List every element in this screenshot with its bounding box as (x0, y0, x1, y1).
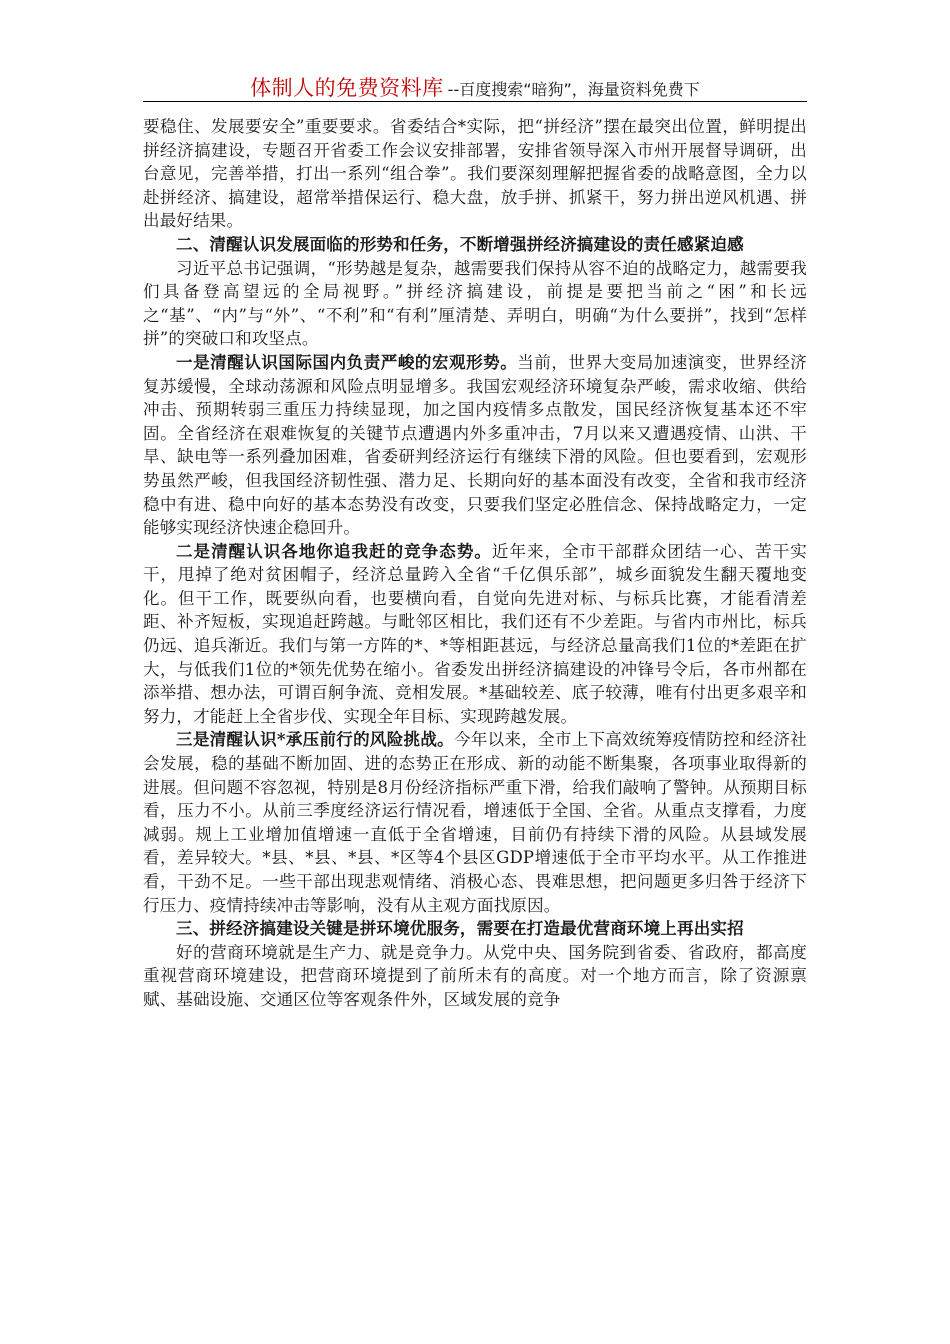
paragraph (143, 540, 807, 729)
section-heading: 二、清醒认识发展面临的形势和任务，不断增强拼经济搞建设的责任感紧迫感 (176, 234, 744, 254)
paragraph: 习近平总书记强调，“形势越是复杂，越需要我们保持从容不迫的战略定力，越需要我们具备登高望远的全局视野。”拼经济搞建设，前提是要把当前之“困”和长远之“基”、“内”与“外”、“不利”和“有利”厘清楚、弄明白，明确“为什么要拼”，找到“怎样拼”的突破口和攻坚点。 (143, 258, 807, 349)
document-body (143, 115, 807, 1012)
page-header (143, 72, 807, 102)
section-heading: 三、拼经济搞建设关键是拼环境优服务，需要在打造最优营商环境上再出实招 (176, 919, 744, 939)
paragraph-body: 当前，世界大变局加速演变，世界经济复苏缓慢，全球动荡源和风险点明显增多。我国宏观经济环境复杂严峻，需求收缩、供给冲击、预期转弱三重压力持续显现，加之国内疫情多点散发，国民经济恢复基本还不牢固。全省经济在艰难恢复的关键节点遭遇内外多重冲击，7月以来又遭遇疫情、山洪、干旱、缺电等一系列叠加困难，省委研判经济运行有继续下滑的风险。但也要看到，宏观形势虽然严峻，但我国经济韧性强、潜力足、长期向好的基本面没有改变，全省和我市经济稳中有进、稳中向好的基本态势没有改变，只要我们坚定必胜信念、保持战略定力，一定能够实现经济快速企稳回升。 (143, 352, 808, 538)
paragraph (143, 728, 807, 917)
paragraph-body: 今年以来，全市上下高效统筹疫情防控和经济社会发展，稳的基础不断加固、进的态势正在形成、新的动能不断集聚，各项事业取得新的进展。但问题不容忽视，特别是8月份经济指标严重下滑，给我们敲响了警钟。从预期目标看，压力不小。从前三季度经济运行情况看，增速低于全国、全省。从重点支撑看，力度减弱。规上工业增加值增速一直低于全省增速，目前仍有持续下滑的风险。从县域发展看，差异较大。*县、*县、*县、*区等4个县区GDP增速低于全市平均水平。从工作推进看，干劲不足。一些干部出现悲观情绪、消极心态、畏难思想，把问题更多归咎于经济下行压力、疫情持续冲击等影响，没有从主观方面找原因。 (143, 730, 808, 915)
paragraph (143, 351, 807, 540)
paragraph: 好的营商环境就是生产力、就是竞争力。从党中央、国务院到省委、省政府，都高度重视营商环境建设，把营商环境提到了前所未有的高度。对一个地方而言，除了资源禀赋、基础设施、交通区位等客观条件外，区域发展的竞争 (143, 942, 807, 1009)
header-subtitle: --百度搜索“暗狗”，海量资料免费下 (447, 80, 700, 99)
header-brand: 体制人的免费资料库 (250, 76, 444, 100)
paragraph-lead: 三是清醒认识*承压前行的风险挑战。 (176, 730, 454, 750)
paragraph-lead: 二是清醒认识各地你追我赶的竞争态势。 (176, 541, 492, 561)
paragraph-lead: 一是清醒认识国际国内负责严峻的宏观形势。 (176, 352, 518, 372)
header-divider (143, 101, 807, 102)
paragraph-body: 近年来，全市干部群众团结一心、苦干实干，甩掉了绝对贫困帽子，经济总量跨入全省“千亿俱乐部”，城乡面貌发生翻天覆地变化。但干工作，既要纵向看，也要横向看，自觉向先进对标、与标兵比赛，才能看清差距、补齐短板，实现追赶跨越。与毗邻区相比，我们还有不少差距。与省内市州比，标兵仍远、追兵渐近。我们与第一方阵的*、*等相距甚远，与经济总量高我们1位的*差距在扩大，与低我们1位的*领先优势在缩小。省委发出拼经济搞建设的冲锋号令后，各市州都在添举措、想办法，可谓百舸争流、竞相发展。*基础较差、底子较薄，唯有付出更多艰辛和努力，才能赶上全省步伐、实现全年目标、实现跨越发展。 (143, 541, 807, 726)
paragraph: 要稳住、发展要安全”重要要求。省委结合*实际，把“拼经济”摆在最突出位置，鲜明提出拼经济搞建设，专题召开省委工作会议安排部署，安排省领导深入市州开展督导调研，出台意见，完善举措，打出一系列“组合拳”。我们要深刻理解把握省委的战略意图，全力以赴拼经济、搞建设，超常举措保运行、稳大盘，放手拼、抓紧干，努力拼出逆风机遇、拼出最好结果。 (143, 117, 807, 231)
